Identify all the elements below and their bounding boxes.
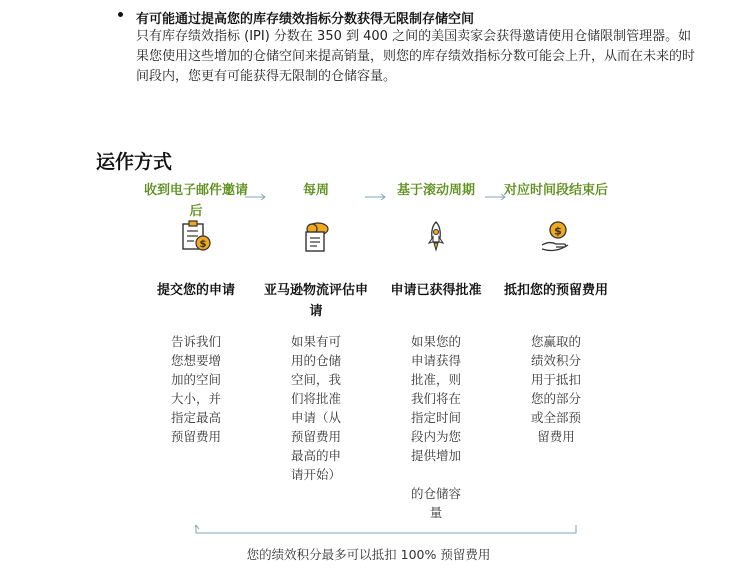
step-description-line: 用的仓储 (290, 353, 342, 368)
step-description-line: 加的空间 (170, 372, 222, 387)
step-description-line: 如果有可 (290, 334, 342, 349)
checklist-dollar-icon (178, 218, 214, 258)
step-description-line (411, 465, 461, 484)
step-title: 抵扣您的预留费用 (504, 283, 609, 298)
step-description-line: 们将批准 (290, 391, 342, 406)
step-description-line: 绩效积分 (530, 353, 582, 368)
step-description-line: 预留费用 (170, 429, 222, 444)
step-description-line: 请开始） (290, 467, 342, 482)
step-description (411, 332, 461, 522)
step-timing: 对应时间段结束后 (504, 183, 609, 198)
svg-text:$: $ (199, 239, 207, 250)
step-description-line: 指定时间 (410, 410, 462, 425)
step-description-line: 留费用 (537, 429, 575, 444)
hand-coin-icon (538, 218, 574, 258)
step-title: 申请已获得批准 (390, 283, 482, 298)
step-description-line: 申请获得 (410, 353, 462, 368)
step-description-line: 您赢取的 (530, 334, 582, 349)
step-deduct-fee (504, 180, 609, 444)
step-description-line: 告诉我们 (170, 334, 222, 349)
step-submit-request (144, 180, 249, 444)
step-description-line: 指定最高 (170, 410, 222, 425)
step-fba-evaluation (264, 180, 369, 482)
footer-note: 您的绩效积分最多可以抵扣 100% 预留费用 (246, 547, 491, 562)
step-description-line: 空间，我 (290, 372, 342, 387)
step-description-line: 量 (429, 505, 443, 520)
step-description-line: 提供增加 (410, 448, 462, 463)
step-description-line: 您想要增 (170, 353, 222, 368)
step-description-line: 用于抵扣 (530, 372, 582, 387)
step-description-line: 段内为您 (410, 429, 462, 444)
step-timing: 收到电子邮件邀请后 (144, 183, 249, 219)
step-description-line: 如果您的 (410, 334, 462, 349)
section-title: 运作方式 (96, 151, 173, 173)
rocket-icon (418, 218, 454, 258)
bullet-description: 只有库存绩效指标 (IPI) 分数在 350 到 400 之间的美国卖家会获得邀请使用仓储限制管理器。如果您使用这些增加的仓储空间来提高销量，则您的库存绩效指标分数可能会上升，从而在未来的时间段内，您更有可能获得无限制的仓储容量。 (136, 29, 696, 84)
step-description-line: 您的部分 (530, 391, 582, 406)
step-timing: 每周 (302, 183, 329, 198)
step-description-line: 最高的申 (290, 448, 342, 463)
step-description-line: 我们将在 (410, 391, 462, 406)
step-description-line: 申请（从 (290, 410, 342, 425)
step-description (291, 332, 341, 484)
step-request-approved (384, 180, 488, 520)
step-description-line: 的仓储容 (410, 486, 462, 501)
step-description-line: 大小，并 (170, 391, 222, 406)
step-title: 提交您的申请 (156, 283, 235, 298)
cloud-document-icon (298, 218, 334, 258)
bullet-dot (118, 12, 123, 17)
svg-text:$: $ (554, 224, 562, 238)
step-description-line: 或全部预 (530, 410, 582, 425)
step-description-line: 批准，则 (410, 372, 462, 387)
range-bracket (195, 525, 577, 535)
bullet-title: 有可能通过提高您的库存绩效指标分数获得无限制存储空间 (136, 12, 475, 27)
step-title: 亚马逊物流评估申请 (264, 283, 369, 319)
step-description-line: 预留费用 (290, 429, 342, 444)
step-timing: 基于滚动周期 (396, 183, 475, 198)
step-description (531, 332, 581, 446)
step-description (171, 332, 221, 446)
